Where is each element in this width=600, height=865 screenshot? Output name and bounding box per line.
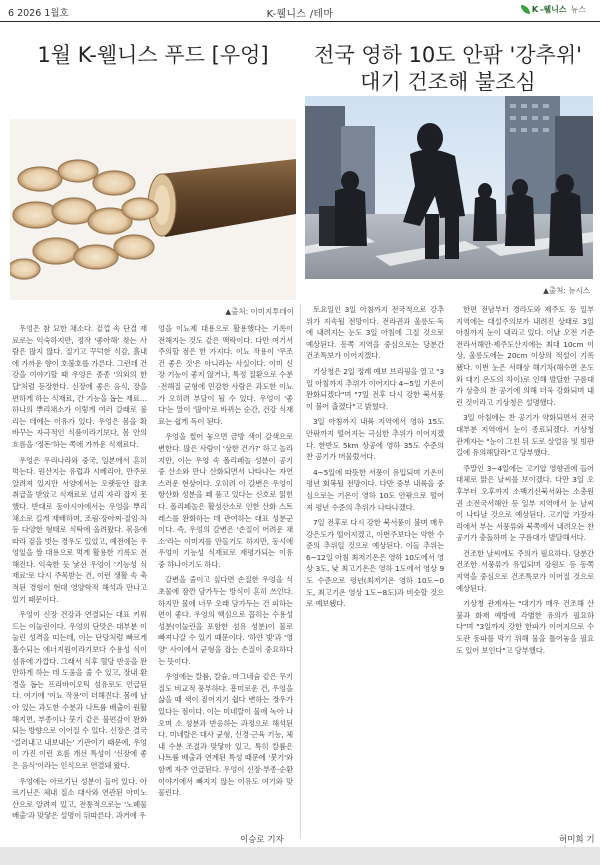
paragraph: 토요일인 3일 아침까지 전국적으로 강추위가 지속될 전망이다. 전라권과 울릉도·독에 내려지는 눈도 3일 아침에 그칠 것으로 예상된다. 동쪽 지역을 중심으로는 당분간 건조특보가 이어지겠다. bbox=[306, 305, 444, 361]
page-header bbox=[0, 0, 600, 22]
issue-date: 2026 1월호 bbox=[17, 8, 69, 19]
section-label: K-웰니스 /테마 bbox=[266, 9, 334, 20]
article1-photo-credit: ▲출처: 이미지투데이 bbox=[225, 307, 294, 316]
brand-name: -웰니스 bbox=[540, 5, 567, 14]
crowd-cold-photo bbox=[305, 96, 593, 279]
paragraph: 주말인 3~4일에는 고기압 영향권에 들어 대체로 맑은 날씨를 보이겠다. 다만 3일 오후부터 오후까지 소백기신북서와는 소총원권 소전국서해안 등 일부 지역에서 눈 날씨이 나타날 것으로 예상된다. 고기압 가장자리에서 부는 서풍류와 북쪽에서 내려오는 찬 공기가 충돌하며 눈 구름대가 발달해서다. bbox=[456, 463, 594, 543]
leaf-icon bbox=[521, 5, 530, 14]
article1-column-1 bbox=[12, 323, 147, 826]
paragraph: 엉을 이뇨제 대용으로 활용했다는 기록이 전해지는 것도 같은 맥락이다. 다만 여기서 주의할 점은 한 가지다. 이뇨 작용이 '무조건 좋은 것'은 아니라는 사실이다. 이미 신장 기능이 좋지 않거나, 특정 질환으로 수분·전해질 균형에 민감한 사람은 과도한 이뇨가 오히려 부담이 될 수 있다. 우엉이 '좋다'는 말이 '많이'로 바뀌는 순간, 건강 식재료는 쉽게 독이 된다. bbox=[158, 324, 293, 426]
article2-column-1 bbox=[306, 304, 444, 614]
article1-byline: 이승로 기자 bbox=[240, 835, 284, 845]
paragraph: 3일 아침까지 내륙 지역에서 영하 15도 안팎까지 떨어지는 극심한 추위가 이어지겠다. 한반도 5km 상공에 영하 35도 수준의 찬 공기가 머물렀서다. bbox=[306, 417, 444, 462]
burdock-slices-illustration bbox=[10, 119, 296, 300]
winter-crosswalk-illustration bbox=[305, 96, 593, 279]
paragraph: 3일 아침에는 찬 공기가 약화되면서 전국 대부분 지역에서 눈이 종료되겠다. 기상청 관계자는 "눈이 그친 뒤 도로 살얼음 및 빙판길에 유의해달라"고 당부했다. bbox=[456, 413, 594, 458]
column-divider bbox=[300, 304, 301, 839]
paragraph: 4~5일에 따뜻한 서풍이 유입되며 기온이 평년 회복될 전망이다. 다만 중부 내륙을 중심으로는 기온이 영하 10도 안팎으로 떨어져 평년 수준의 추위가 나타나겠다. bbox=[306, 467, 444, 512]
brand-logo bbox=[521, 4, 586, 15]
article1-title: 1월 K-웰니스 푸드 [우엉] bbox=[37, 43, 269, 67]
paragraph: 우엉은 참 묘한 채소다. 겉껍 속 단결 재료로는 익숙하지만, 정작 '좋아해' 찾는 사람은 많지 않다. 질기고 꾸덕한 식감, 흙내에 가까운 향이 호불호를 가른다. 그런데 건강을 이야기할 때 우엉은 종종 '의외의 한답'처럼 등장한다. 신장에 좋은 음식, 장을 편하게 하는 식재료, 간 기능을 돕는 재료… 하나의 뿌리채소가 이렇게 여러 갈래로 불리는 데에는 이유가 있다. 우엉은 몸을 확 바꾸는 자극적인 식품이라기보다, 몸 안의 흐름을 '정돈'하는 쪽에 가까운 식재료다. bbox=[12, 324, 147, 449]
paragraph: 갈변을 줄이고 싶다면 손질한 우엉을 식초물에 잠깐 담가두는 방식이 흔히 쓰인다. 하지만 물에 너무 오래 담가두는 건 피하는 편이 좋다. 우엉의 핵심으로 꼽히는 수용성 성분(이눌린을 포함한 섬유 성분)이 물로 빠져나갈 수 있기 때문이다. '하얀 빛'과 '영양' 사이에서 균형을 잡는 손질이 중요하다는 뜻이다. bbox=[158, 575, 293, 666]
paragraph: 우엉에는 칼륨, 칼슘, 마그네슘 같은 무기질도 비교적 풍부하다. 흥미로운 건, 우엉을 삶을 때 색이 짙어지기 쉽다 변하는 경우가 있다는 점이다. 이는 미네랄이 물에 녹아 나오며 소 성분과 반응하는 과정으로 해석된다. 미네랄은 대사 균형, 신경·근육 기능, 체내 수분 조절과 맞닿아 있고, 특히 칼륨은 나트륨 배출과 연계된 특성 때문에 '붓기'와 함께 자주 언급된다. 우엉이 신장·부종·순환 이야기에서 빠지지 않는 이유도 여기와 맞물린다. bbox=[158, 672, 293, 798]
article2-photo-credit: ▲출처: 뉴시스 bbox=[543, 286, 590, 295]
paragraph: 건조한 날씨에도 주의가 필요하다. 당분간 건조한 서풍류가 유입되며 강원도 등 동쪽 지역을 중심으로 건조특보가 이어질 것으로 예상된다. bbox=[456, 548, 594, 593]
paragraph: 7일 전후로 다시 강한 북서풍이 불며 매우 강은도가 떨어지겠고, 이번주보다는 약한 수준의 추위일 것으로 예상된다. 이들 추위는 6~12일 아침 최저기온은 영하 10도에서 영상 3도, 낮 최고기온은 영하 1도에서 영상 9도 수준으로 평년(최저기온 영하 10도~0도, 최고기온 영상 1도~8도)과 비슷할 것으로 예보됐다. bbox=[306, 518, 444, 609]
page-footer-band bbox=[0, 847, 600, 865]
paragraph: 기상청은 2일 정례 예보 브리핑을 열고 "3일 아침까지 추위가 이어지다 4~5일 기온이 완화되겠다"며 "7일 전후 다시 강한 북서풍이 불어 춥겠다"고 밝혔다. bbox=[306, 366, 444, 411]
article2-title: 전국 영하 10도 안팎 '강추위' 대기 건조해 불조심 bbox=[314, 43, 582, 94]
brand-k: K bbox=[531, 5, 539, 14]
paragraph: 우엉은 우리나라와 중국, 일본에서 흔히 먹는다. 원산지는 유럽과 시베리아, 만주로 알려져 있지만 서양에서는 오랫동안 잡초 취급을 받았고 식재료로 널리 자리 잡지 못했다. 반대로 동아시아에서는 우엉을 뿌리채소로 길게 재배하며, 조림·장아찌·절임·차 등 다양한 형태로 식탁에 올려왔다. 볶음에 따라 겉을 벗는 경우도 있었고, 예전에는 우엉잎을 쌈 대용으로 먹게 활용한 기록도 전해진다. 익숙한 듯 낯선 우엉이 '기능성 식재료'로 다시 주목받는 건, 이런 생활 속 축적된 경험이 현대 영양학적 해석과 만나고 있기 때문이다. bbox=[12, 455, 147, 604]
paragraph: 우엉을 썰어 놓으면 금방 색이 갈색으로 변한다. 많은 사람이 '상한 건가?' 하고 놀라지만, 이는 우엉 속 폴리페놀 성분이 공기 중 산소와 만나 산화되면서 나타나는 자연스러운 현상이다. 오히려 이 갈변은 우엉이 항산화 성분을 꽤 품고 있다는 신호로 읽힌다. 폴리페놀은 활성산소로 인한 산화 스트레스를 완화하는 데 관여하는 대표 성분군이다. 즉, 우엉의 갈변은 '손질이 어려운 채소'라는 이미지를 만들기도 하지만, 동시에 우엉이 기능성 식재료로 재평가되는 이유 중 하나이기도 하다. bbox=[158, 432, 293, 569]
burdock-photo bbox=[10, 119, 296, 300]
article2-column-2 bbox=[456, 304, 594, 660]
paragraph: 우엉에는 아르기닌 성분이 들어 있다. 아르기닌은 체내 질소 대사와 연관된 아미노산으로 알려져 있고, 전통적으로는 '노폐물 배출'과 맞닿은 설명이 뒤따른다. 과거에 우 bbox=[12, 776, 147, 821]
article1-column-2 bbox=[158, 323, 293, 803]
paragraph: 우엉이 신장 건강과 연결되는 대표 키워드는 이눌린이다. 우엉의 단맛은 대부분 이눌린 성격을 띠는데, 이는 단당처럼 빠르게 흡수되는 에너지원이라기보다 수용성 식이섬유에 가깝다. 그래서 식후 혈당 반응을 완만하게 하는 데 도움을 줄 수 있고, 장내 환경을 돕는 프리바이오틱 섬유로도 언급된다. 여기에 '이뇨 작용'이 더해진다. 몸에 남아 있는 과도한 수분과 나트륨 배출이 원활해지면, 부종이나 붓기 같은 불편감이 완화되는 방향으로 이어질 수 있다. 신장은 결국 '걸러내고 내보내는' 기관이기 때문에, 우엉이 가진 이런 흐름 개선 특성이 '신장에 좋은 음식'이라는 인식으로 연결돼 왔다. bbox=[12, 610, 147, 770]
article2-byline: 허미희 기 bbox=[559, 835, 595, 845]
paragraph: 기상청 관계자는 "대기가 매우 건조해 산불과 화재 예방에 각별한 유의가 필요하다"며 "3일까지 강한 한파가 이어지므로 수도관 동파를 막기 위해 물을 틀어놓을 필요도 있어 보인다"고 당부했다. bbox=[456, 599, 594, 655]
brand-suffix: 뉴스 bbox=[570, 5, 586, 14]
page-number: 6 bbox=[8, 8, 15, 19]
paragraph: 한편 전남부터 경라도와 제주도 등 일부 지역에는 대설주의보가 내려진 상태로 3일 아침까지 눈이 내리고 있다. 이날 오전 기준 전라서해안·제주도산지에는 최대 10cm 이상, 울릉도에는 20cm 이상의 적설이 기록됐다. 이번 눈은 서해상 해기차(해수면 온도와 대기 온도의 차이)로 인해 발달한 구름대가 상층의 찬 공기에 의해 더욱 강화되며 내린 것이라고 기상청은 설명했다. bbox=[456, 305, 594, 407]
